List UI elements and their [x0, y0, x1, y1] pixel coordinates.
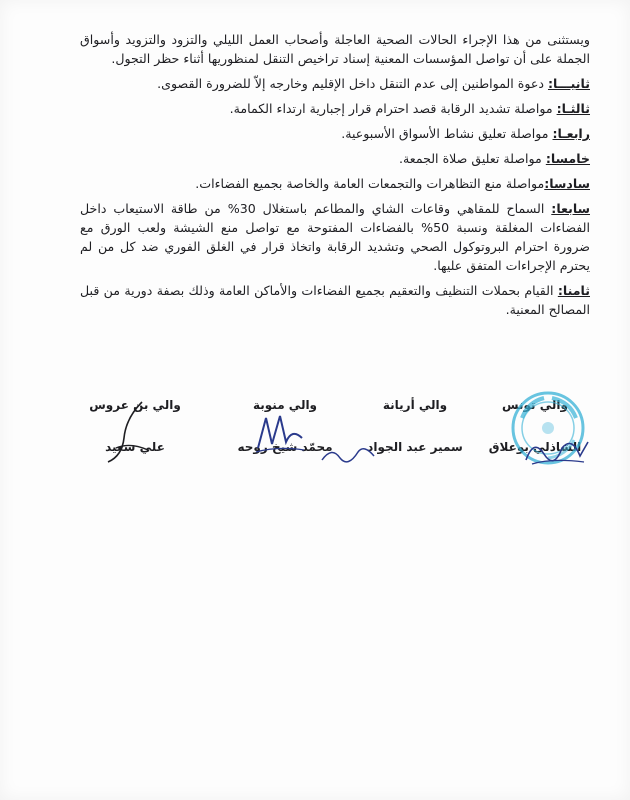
official-ben-arous	[80, 398, 190, 454]
official-title: والي بن عروس	[89, 398, 181, 412]
official-name: علي سعيد	[105, 440, 165, 454]
paragraph-text: القيام بحملات التنظيف والتعقيم بجميع الفضاءات والأماكن العامة وذلك بصفة دورية من قبل المصالح المعنية.	[80, 283, 590, 317]
paragraph-sixth	[80, 174, 590, 193]
paragraph-label: ثامنا:	[557, 283, 590, 298]
paragraph-third	[80, 99, 590, 118]
decree-body	[80, 30, 590, 319]
official-name: الشاذلي بوعلاق	[488, 440, 582, 454]
signatures-block	[60, 398, 580, 478]
official-title: والي منوبة	[252, 398, 318, 412]
official-title: والي أريانة	[382, 398, 448, 412]
official-name: سمير عبد الجواد	[367, 440, 463, 454]
official-seal-icon	[508, 388, 588, 468]
paragraph-label: سادسا:	[544, 176, 590, 191]
paragraph-text: ويستثنى من هذا الإجراء الحالات الصحية العاجلة وأصحاب العمل الليلي والتزود والتزويد وأسواق الجملة على أن تواصل المؤسسات المعنية إسناد تراخيص التنقل لمنظوريها أثناء حظر التجول.	[80, 32, 590, 66]
paragraph-text: مواصلة تشديد الرقابة قصد احترام قرار إجبارية ارتداء الكمامة.	[229, 101, 557, 116]
official-ariana	[360, 398, 470, 454]
paragraph-intro	[80, 30, 590, 68]
paragraph-text: مواصلة تعليق نشاط الأسواق الأسبوعية.	[341, 126, 553, 141]
paragraph-fifth	[80, 149, 590, 168]
official-name: محمّد شيخ روحه	[237, 440, 333, 454]
paragraph-second	[80, 74, 590, 93]
official-title: والي تونس	[502, 398, 568, 412]
official-manouba	[230, 398, 340, 454]
paragraph-seventh	[80, 199, 590, 275]
paragraph-text: مواصلة تعليق صلاة الجمعة.	[398, 151, 546, 166]
paragraph-text: مواصلة منع التظاهرات والتجمعات العامة والخاصة بجميع الفضاءات.	[195, 176, 545, 191]
paragraph-label: خامسا:	[545, 151, 590, 166]
paragraph-text: دعوة المواطنين إلى عدم التنقل داخل الإقليم وخارجه إلاّ للضرورة القصوى.	[157, 76, 548, 91]
paragraph-text: السماح للمقاهي وقاعات الشاي والمطاعم باستغلال 30% من طاقة الاستيعاب داخل الفضاءات المغلقة ونسبة 50% بالفضاءات المفتوحة مع تواصل منع الشيشة ولعب الورق مع ضرورة احترام البروتوكول الصحي وتشديد الرقابة واتخاذ قرار في الغلق الفوري ضد كل من لم يحترم الإجراءات المتفق عليها.	[80, 201, 591, 273]
paragraph-label: ثانيـــا:	[547, 76, 590, 91]
paragraph-fourth	[80, 124, 590, 143]
paragraph-eighth	[80, 281, 590, 319]
paragraph-label: رابعـا:	[552, 126, 590, 141]
paragraph-label: سابعا:	[551, 201, 590, 216]
paragraph-label: ثالثـا:	[556, 101, 590, 116]
